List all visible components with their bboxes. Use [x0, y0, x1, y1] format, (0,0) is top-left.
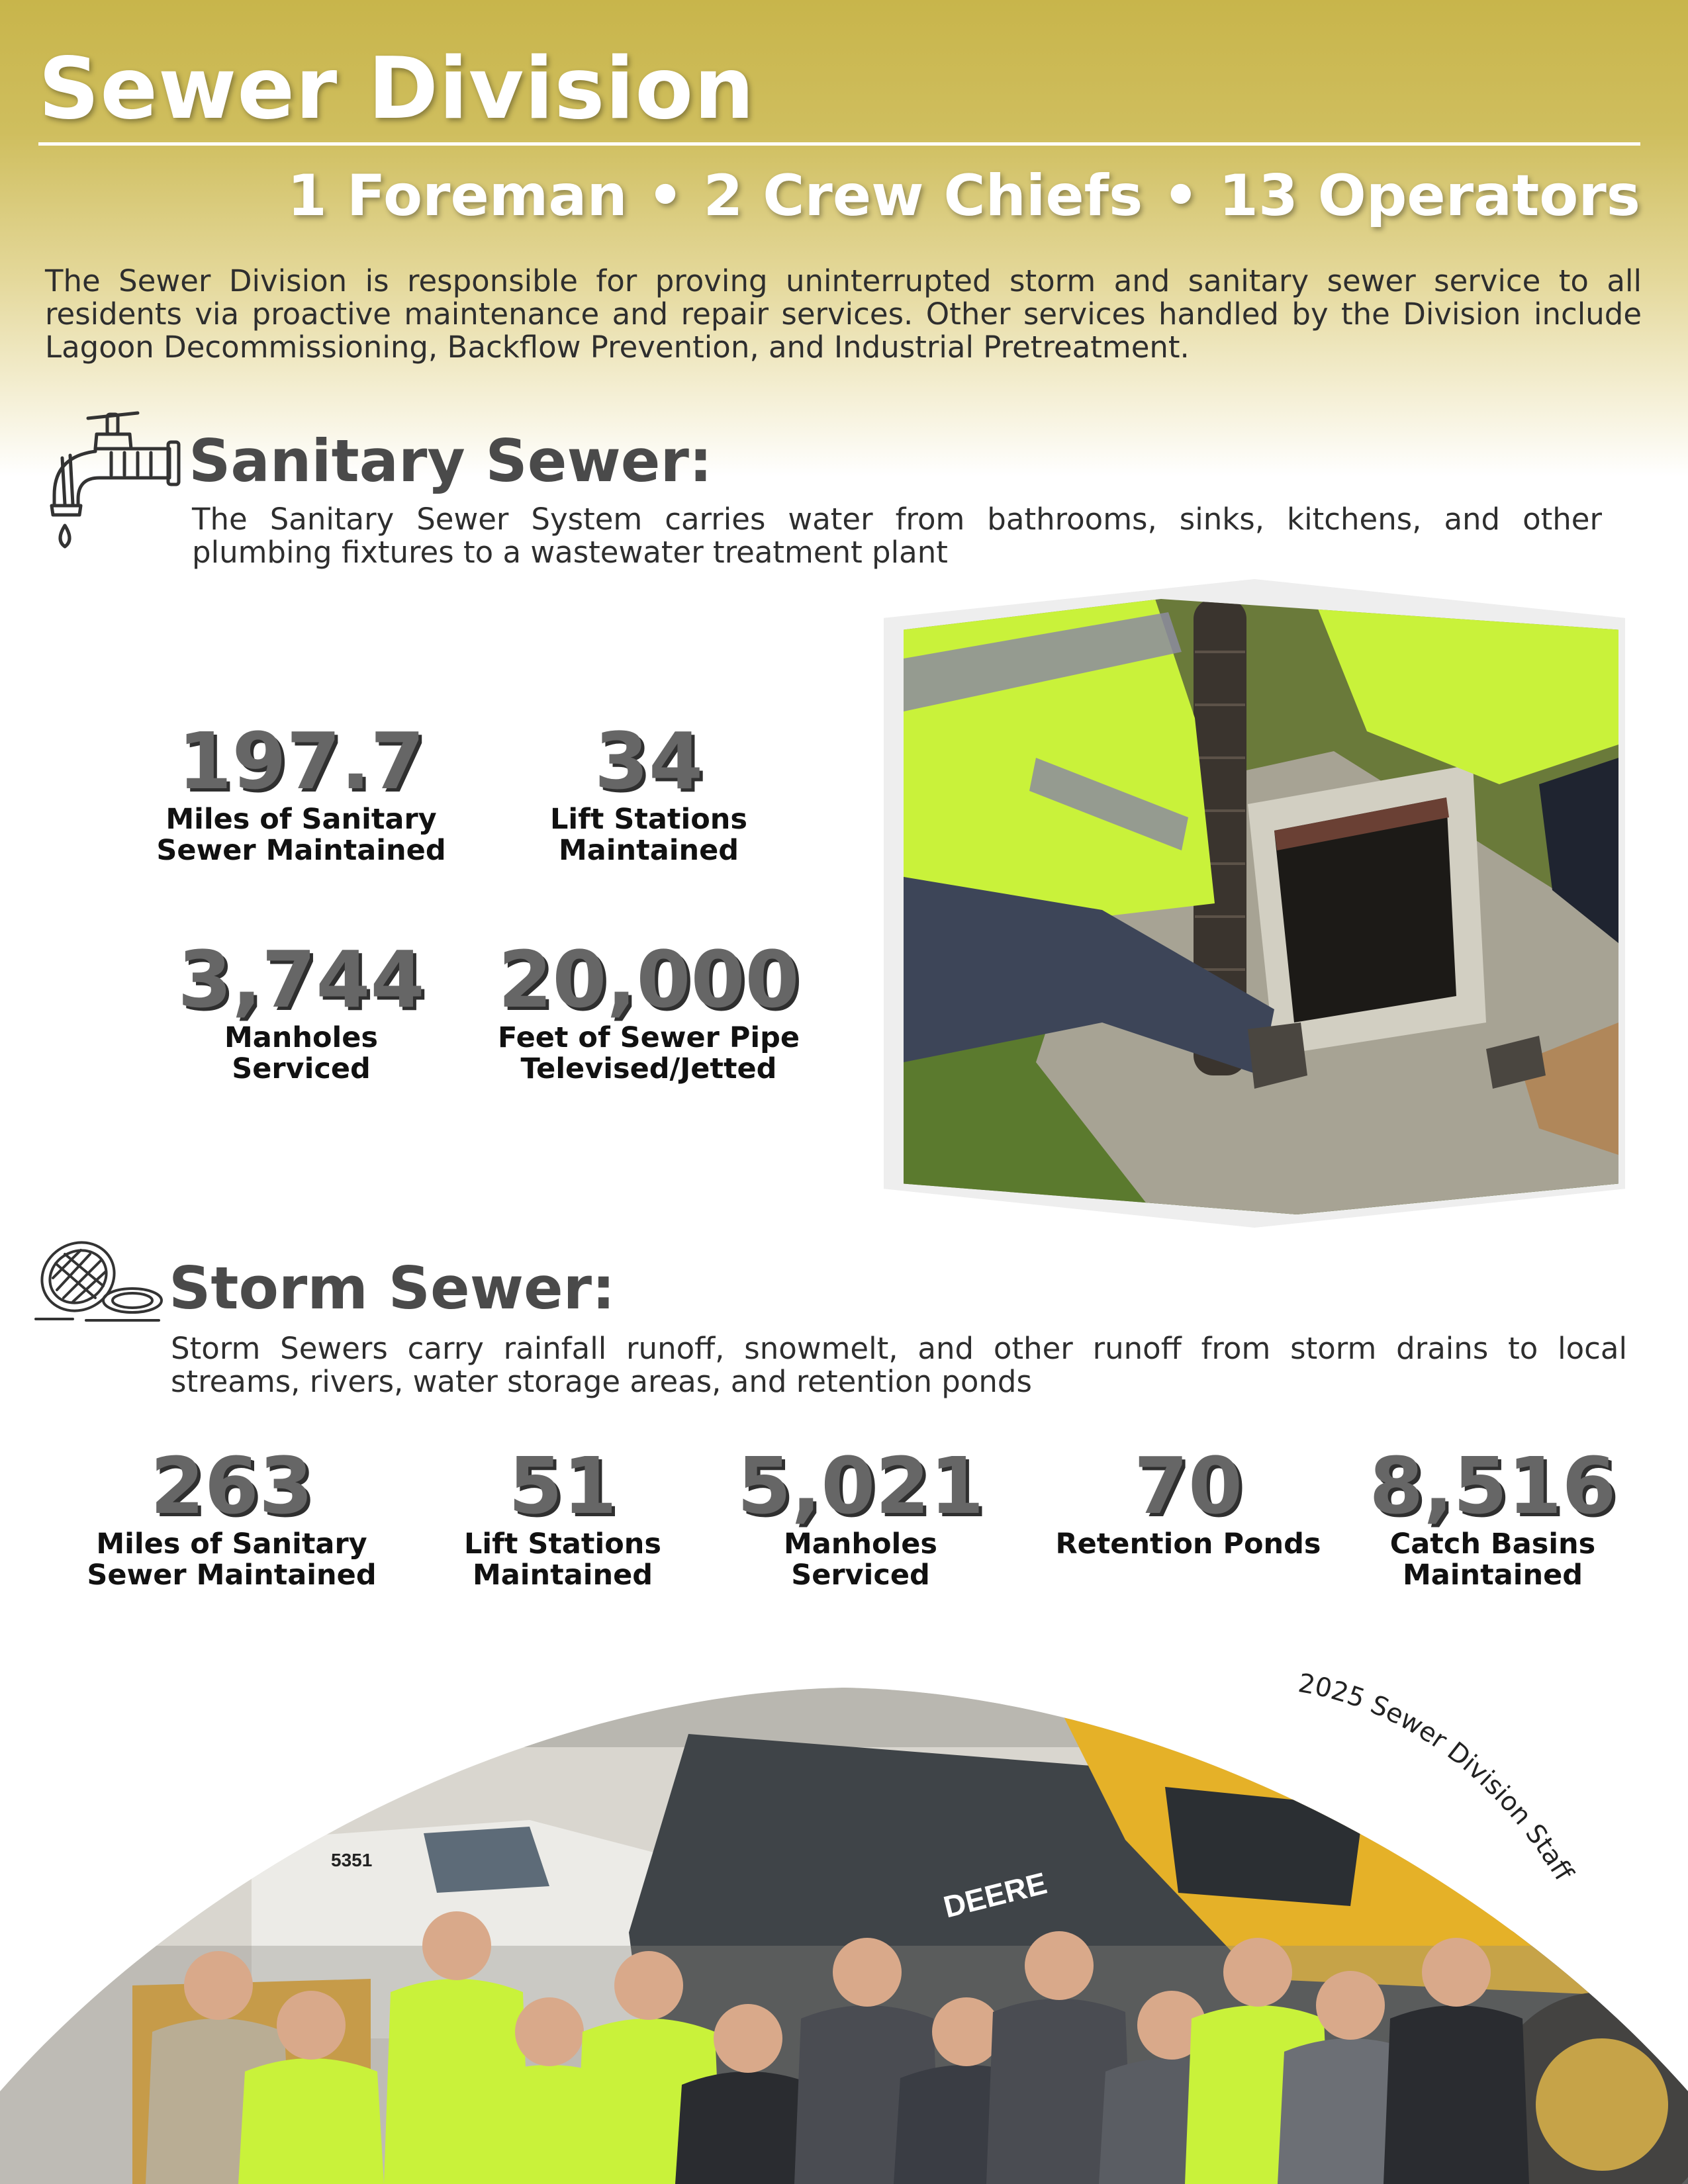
stat-label: Lift Stations: [464, 1527, 661, 1561]
staff-member-head: [614, 1951, 683, 2020]
storm-stat-manholes: [728, 1440, 993, 1592]
staff-counts: 1 Foreman • 2 Crew Chiefs • 13 Operators: [287, 163, 1640, 229]
sanitary-stat-lift-stations: [503, 715, 794, 867]
storm-stat-catch-basins: [1344, 1440, 1642, 1592]
storm-stat-miles: [73, 1440, 391, 1592]
staff-member-head: [1025, 1931, 1094, 2000]
storm-stat-lift-stations: [424, 1440, 702, 1592]
stat-value: 5,021: [737, 1440, 984, 1531]
storm-sewer-description: Storm Sewers carry rainfall runoff, snowmelt, and other runoff from storm drains to local streams, rivers, water storage areas, and retention ponds: [171, 1331, 1627, 1399]
staff-photo-caption: [1244, 1668, 1675, 1999]
stat-label: Sewer Maintained: [87, 1559, 377, 1592]
stat-label: Manholes: [783, 1527, 938, 1561]
manhole-cover-icon: [26, 1234, 165, 1327]
intro-paragraph: The Sewer Division is responsible for proving uninterrupted storm and sanitary sewer service to all residents via proactive maintenance and repair services. Other services handled by the Division include Lagoon Decommissioning, Backflow Prevention, and Industrial Pretreatment.: [45, 263, 1642, 365]
stat-label: Miles of Sanitary: [96, 1527, 367, 1561]
stat-label: Serviced: [791, 1559, 930, 1592]
staff-member-head: [515, 1997, 584, 2066]
sanitary-sewer-description: The Sanitary Sewer System carries water from bathrooms, sinks, kitchens, and other plumbing fixtures to a wastewater treatment plant: [192, 502, 1602, 570]
stat-label: Miles of Sanitary: [165, 803, 437, 836]
staff-member-head: [714, 2004, 782, 2073]
sanitary-stat-manholes: [142, 936, 460, 1085]
storm-sewer-heading: Storm Sewer:: [169, 1254, 616, 1322]
stat-label: Maintained: [1402, 1559, 1583, 1592]
svg-text:2025 Sewer Division Staff: [1296, 1668, 1579, 1887]
stat-label: Retention Ponds: [1055, 1527, 1321, 1561]
stat-label: Maintained: [558, 834, 739, 867]
page-title: Sewer Division: [38, 40, 755, 138]
staff-member-body: [238, 2058, 384, 2184]
staff-member-head: [932, 1997, 1001, 2066]
staff-member-head: [422, 1911, 491, 1980]
staff-member-head: [184, 1951, 253, 2020]
staff-member-head: [833, 1938, 902, 2007]
sanitary-stat-miles: [142, 715, 460, 867]
staff-group-photo: [0, 1668, 1688, 2184]
faucet-icon: [38, 405, 184, 554]
staff-member-head: [277, 1991, 346, 2060]
stat-label: Manholes: [224, 1021, 379, 1054]
caption-text: 2025 Sewer Division Staff: [1295, 1668, 1579, 1887]
sanitary-sewer-heading: Sanitary Sewer:: [189, 427, 713, 495]
truck-number: 5351: [331, 1850, 373, 1870]
stat-value: 8,516: [1369, 1440, 1617, 1531]
stat-label: Lift Stations: [550, 803, 747, 836]
sanitary-stat-pipe-televised: [483, 936, 814, 1085]
stat-value: 51: [508, 1440, 618, 1531]
stat-value: 197.7: [177, 715, 425, 807]
crew-manhole-photo: [904, 599, 1618, 1214]
stat-label: Televised/Jetted: [520, 1052, 777, 1085]
stat-label: Catch Basins: [1389, 1527, 1596, 1561]
stat-label: Serviced: [232, 1052, 371, 1085]
storm-stat-retention-ponds: [1033, 1440, 1344, 1561]
staff-member-body: [1383, 2005, 1529, 2184]
stat-value: 263: [150, 1440, 314, 1531]
machine-brand-decal: DEERE: [940, 1865, 1051, 1925]
stat-label: Maintained: [472, 1559, 653, 1592]
stat-value: 3,744: [177, 934, 425, 1025]
stat-value: 20,000: [498, 934, 800, 1025]
stat-value: 70: [1133, 1440, 1243, 1531]
stat-label: Feet of Sewer Pipe: [497, 1021, 800, 1054]
stat-value: 34: [594, 715, 704, 807]
title-divider: [38, 142, 1640, 146]
stat-label: Sewer Maintained: [156, 834, 446, 867]
